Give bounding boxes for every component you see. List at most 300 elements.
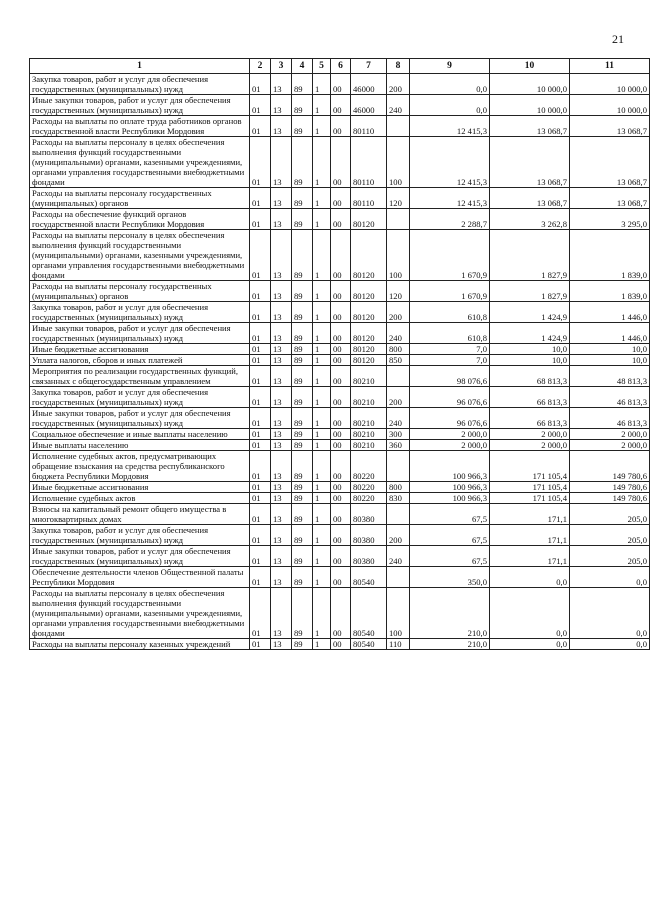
code-expense-type: 120 xyxy=(387,281,410,302)
code-subsection: 13 xyxy=(271,493,292,504)
amount-col-9: 67,5 xyxy=(410,525,490,546)
row-name: Исполнение судебных актов, предусматривающих обращение взыскания на средства республиканского бюджета Республики Мордовия xyxy=(30,451,250,482)
code-program: 89 xyxy=(292,137,313,188)
code-expense-type: 360 xyxy=(387,440,410,451)
code-subsection: 13 xyxy=(271,209,292,230)
table-row xyxy=(30,504,650,525)
code-expense-type: 240 xyxy=(387,95,410,116)
table-row xyxy=(30,567,650,588)
amount-col-9: 67,5 xyxy=(410,546,490,567)
code-subsection: 13 xyxy=(271,188,292,209)
code-section: 01 xyxy=(250,209,271,230)
amount-col-10: 1 827,9 xyxy=(490,230,570,281)
amount-col-9: 2 288,7 xyxy=(410,209,490,230)
row-name: Иные закупки товаров, работ и услуг для обеспечения государственных (муниципальных) нужд xyxy=(30,95,250,116)
amount-col-10: 1 424,9 xyxy=(490,323,570,344)
code-expense-type: 200 xyxy=(387,525,410,546)
code-subsection: 13 xyxy=(271,639,292,650)
amount-col-11: 1 446,0 xyxy=(570,323,650,344)
column-header: 5 xyxy=(313,59,331,74)
row-name: Исполнение судебных актов xyxy=(30,493,250,504)
amount-col-9: 350,0 xyxy=(410,567,490,588)
column-header: 6 xyxy=(331,59,351,74)
amount-col-10: 66 813,3 xyxy=(490,408,570,429)
table-row xyxy=(30,344,650,355)
code-subsection: 13 xyxy=(271,366,292,387)
amount-col-10: 1 827,9 xyxy=(490,281,570,302)
code-section: 01 xyxy=(250,408,271,429)
code-direction: 80120 xyxy=(351,302,387,323)
row-name: Иные закупки товаров, работ и услуг для обеспечения государственных (муниципальных) нужд xyxy=(30,408,250,429)
amount-col-10: 66 813,3 xyxy=(490,387,570,408)
amount-col-10: 2 000,0 xyxy=(490,429,570,440)
code-main-event: 00 xyxy=(331,355,351,366)
code-section: 01 xyxy=(250,95,271,116)
code-section: 01 xyxy=(250,74,271,95)
table-row xyxy=(30,366,650,387)
code-direction: 80540 xyxy=(351,639,387,650)
code-main-event: 00 xyxy=(331,429,351,440)
code-subprogram: 1 xyxy=(313,116,331,137)
code-direction: 80120 xyxy=(351,355,387,366)
code-section: 01 xyxy=(250,323,271,344)
row-name: Закупка товаров, работ и услуг для обеспечения государственных (муниципальных) нужд xyxy=(30,525,250,546)
amount-col-10: 171 105,4 xyxy=(490,493,570,504)
table-row xyxy=(30,639,650,650)
code-subsection: 13 xyxy=(271,482,292,493)
code-main-event: 00 xyxy=(331,451,351,482)
column-header: 11 xyxy=(570,59,650,74)
code-subprogram: 1 xyxy=(313,387,331,408)
code-expense-type: 200 xyxy=(387,302,410,323)
table-row xyxy=(30,408,650,429)
code-program: 89 xyxy=(292,323,313,344)
amount-col-9: 96 076,6 xyxy=(410,387,490,408)
code-subprogram: 1 xyxy=(313,546,331,567)
amount-col-11: 149 780,6 xyxy=(570,451,650,482)
amount-col-9: 610,8 xyxy=(410,302,490,323)
table-row xyxy=(30,525,650,546)
amount-col-9: 100 966,3 xyxy=(410,493,490,504)
row-name: Иные закупки товаров, работ и услуг для обеспечения государственных (муниципальных) нужд xyxy=(30,323,250,344)
code-program: 89 xyxy=(292,440,313,451)
code-expense-type xyxy=(387,451,410,482)
amount-col-11: 1 446,0 xyxy=(570,302,650,323)
code-subprogram: 1 xyxy=(313,209,331,230)
row-name: Расходы на выплаты персоналу в целях обеспечения выполнения функций государственными (муниципальными) органами, казенными учреждениями, органами управления государственными внебюджетными фондами xyxy=(30,588,250,639)
amount-col-10: 171 105,4 xyxy=(490,482,570,493)
code-section: 01 xyxy=(250,451,271,482)
code-expense-type xyxy=(387,209,410,230)
code-main-event: 00 xyxy=(331,567,351,588)
amount-col-10: 13 068,7 xyxy=(490,188,570,209)
code-main-event: 00 xyxy=(331,74,351,95)
code-section: 01 xyxy=(250,116,271,137)
code-direction: 80380 xyxy=(351,546,387,567)
code-expense-type: 300 xyxy=(387,429,410,440)
code-main-event: 00 xyxy=(331,408,351,429)
table-row xyxy=(30,482,650,493)
amount-col-9: 1 670,9 xyxy=(410,281,490,302)
code-expense-type: 830 xyxy=(387,493,410,504)
code-main-event: 00 xyxy=(331,366,351,387)
code-program: 89 xyxy=(292,639,313,650)
code-section: 01 xyxy=(250,588,271,639)
code-main-event: 00 xyxy=(331,344,351,355)
table-row xyxy=(30,355,650,366)
amount-col-11: 0,0 xyxy=(570,639,650,650)
code-subprogram: 1 xyxy=(313,493,331,504)
code-program: 89 xyxy=(292,493,313,504)
code-subprogram: 1 xyxy=(313,408,331,429)
amount-col-11: 205,0 xyxy=(570,525,650,546)
code-program: 89 xyxy=(292,387,313,408)
column-header: 8 xyxy=(387,59,410,74)
code-main-event: 00 xyxy=(331,209,351,230)
amount-col-11: 205,0 xyxy=(570,504,650,525)
code-section: 01 xyxy=(250,440,271,451)
code-program: 89 xyxy=(292,482,313,493)
code-subprogram: 1 xyxy=(313,137,331,188)
table-row xyxy=(30,451,650,482)
code-program: 89 xyxy=(292,188,313,209)
code-main-event: 00 xyxy=(331,323,351,344)
code-subprogram: 1 xyxy=(313,451,331,482)
code-subprogram: 1 xyxy=(313,482,331,493)
table-row xyxy=(30,323,650,344)
code-program: 89 xyxy=(292,116,313,137)
code-program: 89 xyxy=(292,230,313,281)
amount-col-11: 10,0 xyxy=(570,355,650,366)
code-main-event: 00 xyxy=(331,387,351,408)
row-name: Иные закупки товаров, работ и услуг для обеспечения государственных (муниципальных) нужд xyxy=(30,546,250,567)
code-subprogram: 1 xyxy=(313,355,331,366)
amount-col-9: 12 415,3 xyxy=(410,137,490,188)
code-main-event: 00 xyxy=(331,546,351,567)
code-subsection: 13 xyxy=(271,504,292,525)
code-section: 01 xyxy=(250,504,271,525)
code-program: 89 xyxy=(292,366,313,387)
code-program: 89 xyxy=(292,567,313,588)
code-section: 01 xyxy=(250,230,271,281)
code-expense-type xyxy=(387,366,410,387)
amount-col-10: 0,0 xyxy=(490,567,570,588)
table-row xyxy=(30,546,650,567)
amount-col-11: 0,0 xyxy=(570,567,650,588)
code-program: 89 xyxy=(292,344,313,355)
code-expense-type: 800 xyxy=(387,344,410,355)
code-expense-type: 850 xyxy=(387,355,410,366)
row-name: Иные бюджетные ассигнования xyxy=(30,482,250,493)
column-header: 1 xyxy=(30,59,250,74)
code-main-event: 00 xyxy=(331,95,351,116)
row-name: Иные бюджетные ассигнования xyxy=(30,344,250,355)
code-subsection: 13 xyxy=(271,567,292,588)
code-direction: 80120 xyxy=(351,209,387,230)
code-expense-type xyxy=(387,504,410,525)
amount-col-10: 171 105,4 xyxy=(490,451,570,482)
code-section: 01 xyxy=(250,493,271,504)
code-direction: 80120 xyxy=(351,323,387,344)
code-subprogram: 1 xyxy=(313,639,331,650)
row-name: Мероприятия по реализации государственных функций, связанных с общегосударственным управлением xyxy=(30,366,250,387)
code-section: 01 xyxy=(250,281,271,302)
code-expense-type: 100 xyxy=(387,230,410,281)
code-subprogram: 1 xyxy=(313,230,331,281)
amount-col-10: 171,1 xyxy=(490,525,570,546)
amount-col-10: 2 000,0 xyxy=(490,440,570,451)
code-program: 89 xyxy=(292,451,313,482)
amount-col-11: 13 068,7 xyxy=(570,188,650,209)
code-main-event: 00 xyxy=(331,482,351,493)
code-direction: 80210 xyxy=(351,408,387,429)
code-subprogram: 1 xyxy=(313,281,331,302)
amount-col-9: 12 415,3 xyxy=(410,188,490,209)
code-main-event: 00 xyxy=(331,230,351,281)
code-expense-type: 240 xyxy=(387,546,410,567)
code-direction: 80210 xyxy=(351,366,387,387)
code-direction: 80380 xyxy=(351,504,387,525)
table-row xyxy=(30,137,650,188)
code-direction: 80540 xyxy=(351,588,387,639)
code-program: 89 xyxy=(292,95,313,116)
code-section: 01 xyxy=(250,567,271,588)
amount-col-11: 46 813,3 xyxy=(570,408,650,429)
code-direction: 46000 xyxy=(351,95,387,116)
code-program: 89 xyxy=(292,74,313,95)
code-expense-type: 120 xyxy=(387,188,410,209)
amount-col-9: 100 966,3 xyxy=(410,482,490,493)
amount-col-9: 0,0 xyxy=(410,95,490,116)
amount-col-11: 2 000,0 xyxy=(570,440,650,451)
code-section: 01 xyxy=(250,387,271,408)
code-expense-type: 110 xyxy=(387,639,410,650)
code-program: 89 xyxy=(292,588,313,639)
amount-col-10: 0,0 xyxy=(490,639,570,650)
code-subprogram: 1 xyxy=(313,504,331,525)
code-program: 89 xyxy=(292,525,313,546)
amount-col-9: 2 000,0 xyxy=(410,429,490,440)
table-row xyxy=(30,588,650,639)
amount-col-10: 13 068,7 xyxy=(490,137,570,188)
code-expense-type: 240 xyxy=(387,408,410,429)
amount-col-11: 3 295,0 xyxy=(570,209,650,230)
row-name: Расходы на обеспечение функций органов государственной власти Республики Мордовия xyxy=(30,209,250,230)
code-expense-type: 200 xyxy=(387,74,410,95)
amount-col-9: 1 670,9 xyxy=(410,230,490,281)
code-expense-type xyxy=(387,116,410,137)
code-direction: 80210 xyxy=(351,387,387,408)
amount-col-9: 610,8 xyxy=(410,323,490,344)
amount-col-9: 12 415,3 xyxy=(410,116,490,137)
row-name: Уплата налогов, сборов и иных платежей xyxy=(30,355,250,366)
code-direction: 80220 xyxy=(351,451,387,482)
code-direction: 80210 xyxy=(351,440,387,451)
column-header: 9 xyxy=(410,59,490,74)
code-subsection: 13 xyxy=(271,323,292,344)
code-subsection: 13 xyxy=(271,588,292,639)
amount-col-9: 210,0 xyxy=(410,639,490,650)
code-program: 89 xyxy=(292,408,313,429)
row-name: Расходы на выплаты персоналу государственных (муниципальных) органов xyxy=(30,281,250,302)
amount-col-9: 7,0 xyxy=(410,355,490,366)
table-row xyxy=(30,74,650,95)
amount-col-10: 10 000,0 xyxy=(490,74,570,95)
code-expense-type: 100 xyxy=(387,588,410,639)
table-row xyxy=(30,230,650,281)
amount-col-10: 0,0 xyxy=(490,588,570,639)
code-subprogram: 1 xyxy=(313,302,331,323)
table-row xyxy=(30,95,650,116)
amount-col-10: 10 000,0 xyxy=(490,95,570,116)
table-row xyxy=(30,429,650,440)
row-name: Закупка товаров, работ и услуг для обеспечения государственных (муниципальных) нужд xyxy=(30,74,250,95)
column-header: 10 xyxy=(490,59,570,74)
table-row xyxy=(30,188,650,209)
amount-col-11: 10,0 xyxy=(570,344,650,355)
amount-col-9: 98 076,6 xyxy=(410,366,490,387)
column-header: 2 xyxy=(250,59,271,74)
code-direction: 80110 xyxy=(351,188,387,209)
amount-col-9: 96 076,6 xyxy=(410,408,490,429)
code-subprogram: 1 xyxy=(313,95,331,116)
code-subsection: 13 xyxy=(271,74,292,95)
code-subsection: 13 xyxy=(271,355,292,366)
code-subprogram: 1 xyxy=(313,323,331,344)
amount-col-11: 1 839,0 xyxy=(570,281,650,302)
row-name: Закупка товаров, работ и услуг для обеспечения государственных (муниципальных) нужд xyxy=(30,387,250,408)
code-main-event: 00 xyxy=(331,504,351,525)
code-main-event: 00 xyxy=(331,302,351,323)
code-main-event: 00 xyxy=(331,281,351,302)
code-subprogram: 1 xyxy=(313,366,331,387)
code-subsection: 13 xyxy=(271,281,292,302)
code-subprogram: 1 xyxy=(313,440,331,451)
code-direction: 80110 xyxy=(351,137,387,188)
code-direction: 80120 xyxy=(351,230,387,281)
amount-col-11: 0,0 xyxy=(570,588,650,639)
table-row xyxy=(30,209,650,230)
code-main-event: 00 xyxy=(331,639,351,650)
code-subprogram: 1 xyxy=(313,567,331,588)
code-section: 01 xyxy=(250,429,271,440)
code-program: 89 xyxy=(292,429,313,440)
code-subprogram: 1 xyxy=(313,74,331,95)
amount-col-11: 13 068,7 xyxy=(570,116,650,137)
code-direction: 80540 xyxy=(351,567,387,588)
code-direction: 80120 xyxy=(351,344,387,355)
code-expense-type: 100 xyxy=(387,137,410,188)
code-program: 89 xyxy=(292,281,313,302)
code-direction: 80220 xyxy=(351,482,387,493)
code-subsection: 13 xyxy=(271,525,292,546)
row-name: Расходы на выплаты персоналу в целях обеспечения выполнения функций государственными (муниципальными) органами, казенными учреждениями, органами управления государственными внебюджетными фондами xyxy=(30,137,250,188)
column-header: 3 xyxy=(271,59,292,74)
amount-col-9: 100 966,3 xyxy=(410,451,490,482)
amount-col-11: 48 813,3 xyxy=(570,366,650,387)
code-subsection: 13 xyxy=(271,137,292,188)
amount-col-9: 7,0 xyxy=(410,344,490,355)
amount-col-10: 171,1 xyxy=(490,546,570,567)
code-subprogram: 1 xyxy=(313,344,331,355)
code-subsection: 13 xyxy=(271,408,292,429)
amount-col-11: 2 000,0 xyxy=(570,429,650,440)
code-direction: 80380 xyxy=(351,525,387,546)
code-main-event: 00 xyxy=(331,493,351,504)
amount-col-10: 68 813,3 xyxy=(490,366,570,387)
code-expense-type: 200 xyxy=(387,387,410,408)
code-expense-type: 240 xyxy=(387,323,410,344)
table-row xyxy=(30,302,650,323)
code-program: 89 xyxy=(292,355,313,366)
code-subprogram: 1 xyxy=(313,525,331,546)
code-subsection: 13 xyxy=(271,546,292,567)
amount-col-10: 10,0 xyxy=(490,344,570,355)
table-row xyxy=(30,493,650,504)
code-subsection: 13 xyxy=(271,387,292,408)
code-direction: 80110 xyxy=(351,116,387,137)
code-expense-type xyxy=(387,567,410,588)
code-section: 01 xyxy=(250,188,271,209)
amount-col-10: 1 424,9 xyxy=(490,302,570,323)
code-main-event: 00 xyxy=(331,440,351,451)
code-subsection: 13 xyxy=(271,116,292,137)
code-section: 01 xyxy=(250,525,271,546)
amount-col-11: 10 000,0 xyxy=(570,74,650,95)
code-section: 01 xyxy=(250,302,271,323)
amount-col-9: 210,0 xyxy=(410,588,490,639)
row-name: Расходы на выплаты персоналу казенных учреждений xyxy=(30,639,250,650)
code-section: 01 xyxy=(250,546,271,567)
row-name: Взносы на капитальный ремонт общего имущества в многоквартирных домах xyxy=(30,504,250,525)
amount-col-11: 149 780,6 xyxy=(570,482,650,493)
code-program: 89 xyxy=(292,504,313,525)
code-subsection: 13 xyxy=(271,302,292,323)
table-row xyxy=(30,440,650,451)
row-name: Расходы на выплаты персоналу государственных (муниципальных) органов xyxy=(30,188,250,209)
code-subsection: 13 xyxy=(271,344,292,355)
code-main-event: 00 xyxy=(331,188,351,209)
code-expense-type: 800 xyxy=(387,482,410,493)
code-section: 01 xyxy=(250,366,271,387)
table-row xyxy=(30,281,650,302)
amount-col-10: 171,1 xyxy=(490,504,570,525)
column-header: 7 xyxy=(351,59,387,74)
code-subprogram: 1 xyxy=(313,429,331,440)
table-body xyxy=(30,74,650,650)
amount-col-11: 205,0 xyxy=(570,546,650,567)
column-header: 4 xyxy=(292,59,313,74)
amount-col-11: 10 000,0 xyxy=(570,95,650,116)
table-row xyxy=(30,116,650,137)
code-subprogram: 1 xyxy=(313,188,331,209)
row-name: Закупка товаров, работ и услуг для обеспечения государственных (муниципальных) нужд xyxy=(30,302,250,323)
code-section: 01 xyxy=(250,137,271,188)
header-row xyxy=(30,59,650,74)
code-direction: 80120 xyxy=(351,281,387,302)
amount-col-11: 46 813,3 xyxy=(570,387,650,408)
amount-col-10: 3 262,8 xyxy=(490,209,570,230)
budget-table xyxy=(29,58,650,650)
code-direction: 80220 xyxy=(351,493,387,504)
amount-col-10: 10,0 xyxy=(490,355,570,366)
code-section: 01 xyxy=(250,344,271,355)
row-name: Иные выплаты населению xyxy=(30,440,250,451)
amount-col-9: 0,0 xyxy=(410,74,490,95)
page-number: 21 xyxy=(612,32,624,46)
row-name: Социальное обеспечение и иные выплаты населению xyxy=(30,429,250,440)
code-subsection: 13 xyxy=(271,230,292,281)
